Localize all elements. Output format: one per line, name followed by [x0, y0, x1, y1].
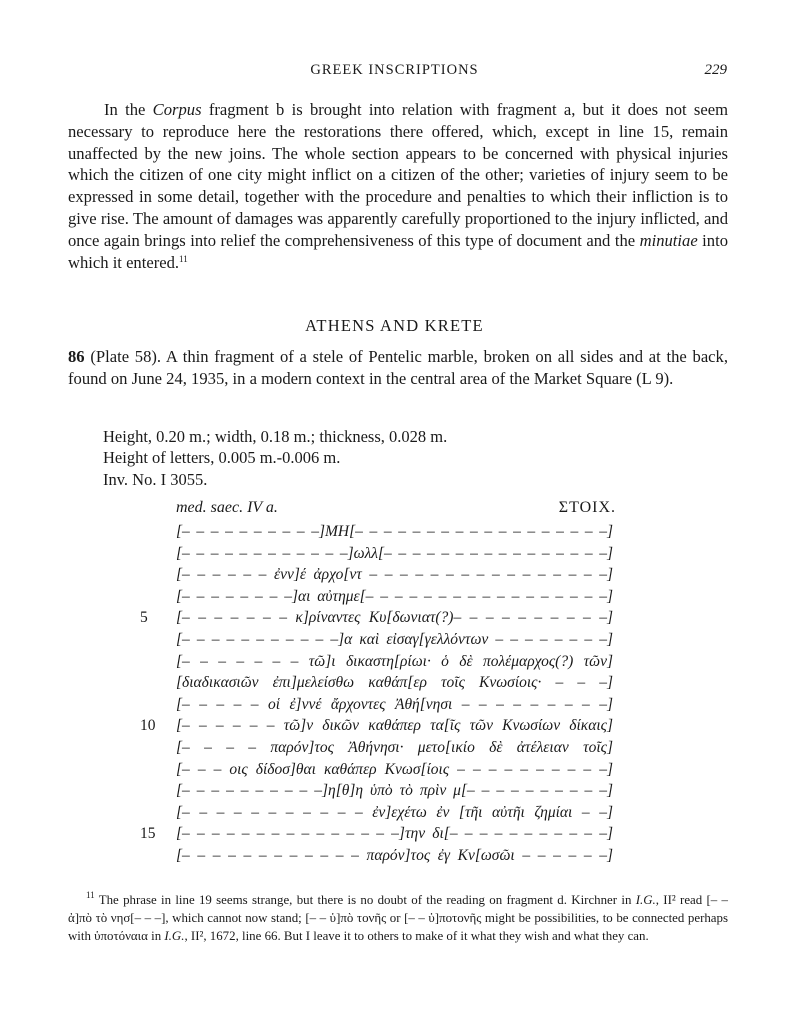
footnote-italic-ig-2: I.G.: [164, 928, 185, 943]
running-title: GREEK INSCRIPTIONS: [310, 62, 479, 78]
footnote-text-c: , II², 1672, line 66. But I leave it to others to make of it what they wish and what they can.: [184, 928, 649, 943]
dimensions: Height, 0.20 m.; width, 0.18 m.; thickness, 0.028 m.: [103, 427, 448, 446]
date-note: med. saec. IV a.: [176, 499, 278, 516]
line-text: [– – – – – – – – – – – – – – –]την δι[– – – – – – – – – – –]: [176, 825, 613, 843]
line-text: [– – – – – – – – – –]ΜΗ[– – – – – – – – – – – – – – – – – –]: [176, 523, 613, 540]
inscription-line: [140, 737, 620, 759]
inscription-line: [140, 521, 620, 543]
inscription-line: [140, 543, 620, 565]
page-header: [0, 62, 789, 84]
inscription-text: [140, 521, 620, 867]
inscription-line: [140, 759, 620, 781]
line-number: 5: [140, 609, 148, 627]
paragraph-1: [68, 99, 728, 273]
measurements-block: [103, 426, 447, 490]
line-text: [– – – – – – ἐνν]έ ἀρχο[ντ – – – – – – – – – – – – – – – –]: [176, 566, 613, 584]
line-number: 10: [140, 717, 156, 735]
inscription-line: [140, 586, 620, 608]
inventory-number: Inv. No. I 3055.: [103, 469, 208, 489]
footnote-text-a: The phrase in line 19 seems strange, but there is no doubt of the reading on fragment d. Kirchner in: [94, 893, 636, 907]
footnote-number: 11: [86, 890, 95, 900]
line-text: [διαδικασιῶν ἐπι]μελείσθω καθάπ[ερ τοῖς Κνωσίοις· – – –]: [176, 674, 613, 692]
line-text: [– – – – – – – – – – – –]ωλλ[– – – – – – – – – – – – – – – –]: [176, 544, 613, 562]
line-text: [– – – – – οἱ ἐ]ννέ ἄρχοντες Ἀθή[νησι – – – – – – – – –]: [176, 695, 613, 713]
inscription-line: [140, 845, 620, 867]
line-text: [– – – – – – – –]αι αὐτημε[– – – – – – – – – – – – – – – – –]: [176, 587, 613, 605]
inscription-line: [140, 802, 620, 824]
footnote-ref-11[interactable]: 11: [179, 253, 188, 264]
inscription-line: [140, 629, 620, 651]
footnote-11: [68, 892, 728, 945]
entry-86-description: [68, 346, 728, 390]
footnote-italic-ig-1: I.G.: [635, 893, 656, 907]
paragraph-1-text-b: fragment b is brought into relation with fragment a, but it does not seem necessary to reproduce here the restorations there offered, which, except in line 15, remain unaffected by the new joins. The whole section appears to be concerned with physical injuries which the citizen of one city might inflict on a citizen of the other; varieties of injury seem to be expressed in some detail, together with the procedure and penalties to which their infliction is to give rise. The amount of damages was apparently carefully proportioned to the injury inflicted, and once again brings into relief the comprehensiveness of this type of document and the: [68, 100, 728, 250]
line-number: 15: [140, 825, 156, 843]
paragraph-1-italic-minutiae: minutiae: [639, 230, 698, 250]
entry-description-text: (Plate 58). A thin fragment of a stele of Pentelic marble, broken on all sides and at the back, found on June 24, 1935, in a modern context in the central area of the Market Square (L 9).: [68, 347, 728, 388]
inscription-line: [140, 823, 620, 845]
inscription-line: [140, 672, 620, 694]
section-heading: ATHENS AND KRETE: [305, 316, 484, 335]
paragraph-1-text-c: into which it entered.: [68, 230, 728, 272]
line-text: [– – – – – – – – – – – – παρόν]τος ἐγ Κν[ωσῶι – – – – – –]: [176, 846, 613, 864]
line-text: [– – – – – – – – – –]η[θ]η ὑπὸ τὸ πρὶν μ[– – – – – – – – – –]: [176, 782, 613, 800]
letter-height: Height of letters, 0.005 m.-0.006 m.: [103, 448, 341, 468]
paragraph-1-text-a: In the: [104, 100, 153, 119]
inscription-header: [176, 499, 616, 517]
inscription-line: [140, 715, 620, 737]
inscription-line: [140, 564, 620, 586]
line-text: [– – – – – – – κ]ρίναντες Κυ[δωνιατ(?)– – – – – – – – – –]: [176, 609, 613, 627]
line-text: [– – – οις δίδοσ]θαι καθάπερ Κνωσ[ίοις – – – – – – – – – –]: [176, 760, 613, 778]
inscription-line: [140, 607, 620, 629]
line-text: [– – – – – – – – – – –]α καὶ εἰσαγ[γελλόντων – – – – – – – –]: [176, 630, 613, 648]
footnote-text-b: , II² read [– – ἀ]πὸ τὸ νησ[– – –], which cannot now stand; [– – ὑ]πὸ τονῆς or [– – ὑ]ποτονῆς might be possibilities, to be connected perhaps with ὑποτόναια in: [68, 893, 728, 943]
paragraph-1-italic-corpus: Corpus: [152, 100, 202, 119]
inscription-line: [140, 780, 620, 802]
entry-number: 86: [68, 347, 85, 366]
line-text: [– – – – – – – τῶ]ι δικαστη[ρίωι· ὁ δὲ πολέμαρχος(?) τῶν]: [176, 652, 613, 670]
line-text: [– – – – – – – – – – – ἐν]εχέτω ἐν [τῆι αὐτῆι ζημίαι – –]: [176, 803, 613, 821]
stoichedon-label: ΣΤΟΙΧ.: [558, 499, 616, 516]
page-number: 229: [704, 62, 727, 78]
inscription-line: [140, 694, 620, 716]
line-text: [– – – – παρόν]τος Ἀθήνησι· μετο[ικίο δὲ ἀτέλειαν τοῖς]: [176, 738, 613, 756]
inscription-line: [140, 651, 620, 673]
line-text: [– – – – – – τῶ]ν δικῶν καθάπερ τα[ῖς τῶν Κνωσίων δίκαις]: [176, 717, 613, 735]
